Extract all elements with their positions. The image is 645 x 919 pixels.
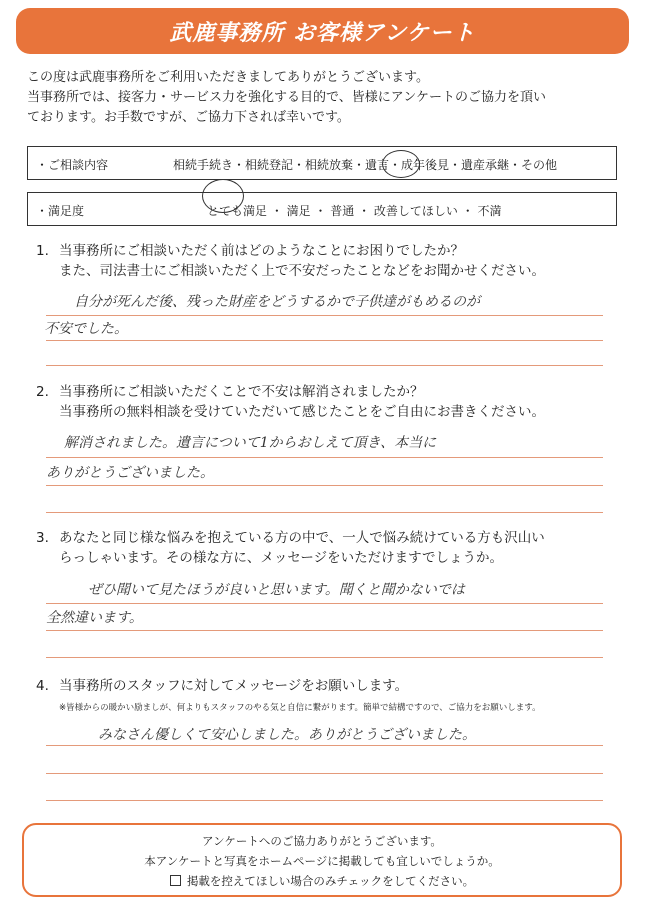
answer-rule (46, 773, 603, 774)
footer-thanks: アンケートへのご協力ありがとうございます。 (202, 834, 442, 848)
satisfaction-label: ・満足度 (36, 204, 85, 218)
footer-check-row (24, 871, 620, 891)
handwritten-answer: 自分が死んだ後、残った財産をどうするかで子供達がもめるのが (74, 294, 480, 310)
intro-line: ております。お手数ですが、ご協力下されば幸いです。 (27, 110, 350, 125)
handwritten-answer: みなさん優しくて安心しました。ありがとうございました。 (98, 727, 476, 743)
intro-line: 当事務所では、接客力・サービス力を強化する目的で、皆様にアンケートのご協力を頂い (27, 90, 546, 105)
answer-rule (46, 603, 603, 604)
satisfaction-box (27, 192, 617, 226)
consult-label: ・ご相談内容 (36, 158, 109, 172)
answer-rule (46, 340, 603, 341)
answer-rule (46, 457, 603, 458)
question-text: らっしゃいます。その様な方に、メッセージをいただけますでしょうか。 (59, 550, 504, 566)
footer-consent-box (22, 823, 622, 897)
handwritten-answer: ありがとうございました。 (46, 465, 214, 481)
question-text: 当事務所にご相談いただくことで不安は解消されましたか？ (59, 384, 424, 400)
consult-options: 相続手続き・相続登記・相続放棄・遺言・成年後見・遺産承継・その他 (173, 158, 558, 172)
selected-option-circle (382, 150, 420, 178)
answer-rule (46, 365, 603, 366)
consult-content-box (27, 146, 617, 180)
question-3 (36, 528, 626, 568)
question-number: 2. (36, 384, 49, 400)
question-text: あなたと同じ様な悩みを抱えている方の中で、一人で悩み続けている方も沢山い (59, 530, 545, 546)
answer-rule (46, 800, 603, 801)
handwritten-answer: 不安でした。 (44, 321, 128, 337)
question-text: また、司法書士にご相談いただく上で不安だったことなどをお聞かせください。 (59, 263, 545, 279)
survey-title-banner (16, 8, 629, 54)
question-number: 1. (36, 243, 49, 259)
footer-question: 本アンケートと写真をホームページに掲載しても宜しいでしょうか。 (144, 854, 500, 868)
question-text: 当事務所にご相談いただく前はどのようなことにお困りでしたか？ (59, 243, 464, 259)
handwritten-answer: 解消されました。遺言について1からおしえて頂き、本当に (64, 435, 437, 451)
selected-option-circle (202, 179, 244, 213)
survey-title: 武鹿事務所 お客様アンケート (169, 20, 476, 46)
satisfaction-options: とても満足 ・ 満足 ・ 普通 ・ 改善してほしい ・ 不満 (207, 204, 502, 218)
intro-line: この度は武鹿事務所をご利用いただきましてありがとうございます。 (27, 70, 429, 85)
answer-rule (46, 630, 603, 631)
question-number: 3. (36, 530, 49, 546)
question-number: 4. (36, 678, 49, 694)
consent-checkbox[interactable] (170, 875, 181, 886)
handwritten-answer: ぜひ聞いて見たほうが良いと思います。聞くと聞かないでは (88, 582, 465, 598)
handwritten-answer: 全然違います。 (46, 610, 143, 626)
question-2 (36, 382, 626, 422)
answer-rule (46, 485, 603, 486)
answer-rule (46, 657, 603, 658)
question-note: ※皆様からの暖かい励ましが、何よりもスタッフのやる気と自信に繋がります。簡単で結構ですので、ご協力をお願いします。 (59, 703, 541, 713)
question-4 (36, 676, 626, 696)
answer-rule (46, 315, 603, 316)
intro-text (27, 68, 627, 128)
question-text: 当事務所の無料相談を受けていただいて感じたことをご自由にお書きください。 (59, 404, 545, 420)
question-text: 当事務所のスタッフに対してメッセージをお願いします。 (59, 678, 409, 694)
answer-rule (46, 512, 603, 513)
question-1 (36, 241, 626, 281)
answer-rule (46, 745, 603, 746)
footer-check-label: 掲載を控えてほしい場合のみチェックをしてください。 (186, 874, 475, 888)
